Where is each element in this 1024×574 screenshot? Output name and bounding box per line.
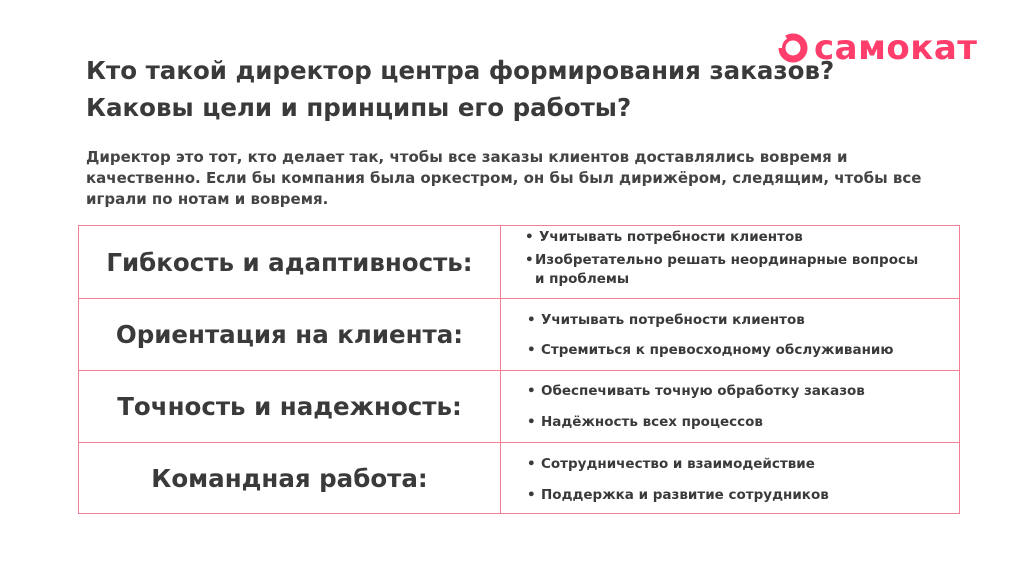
logo-text: самокат — [814, 28, 978, 68]
page-title-line-2: Каковы цели и принципы его работы? — [86, 93, 632, 122]
bullet-icon: • — [527, 383, 536, 399]
bullet-item-continuation — [535, 270, 629, 288]
table-row-accuracy — [79, 370, 959, 442]
row-heading-cell — [79, 443, 501, 513]
row-bullets-cell — [501, 443, 959, 513]
row-heading: Гибкость и адаптивность: — [106, 247, 473, 277]
row-bullets-cell — [501, 226, 959, 298]
bullet-icon: • — [525, 252, 534, 268]
row-heading: Командная работа: — [151, 463, 428, 493]
row-heading: Точность и надежность: — [117, 392, 462, 421]
table-row-client-orientation — [79, 298, 959, 370]
bullet-text: Изобретательно решать неординарные вопросы — [535, 252, 919, 268]
bullet-text: и проблемы — [535, 271, 630, 287]
bullet-item — [527, 341, 893, 359]
bullet-icon: • — [527, 414, 536, 430]
table-row-teamwork — [79, 442, 959, 513]
bullet-text: Обеспечивать точную обработку заказов — [541, 383, 865, 399]
bullet-icon: • — [527, 312, 536, 328]
row-heading-cell — [79, 226, 501, 298]
bullet-icon: • — [527, 342, 536, 358]
row-heading: Ориентация на клиента: — [115, 320, 464, 349]
bullet-text: Надёжность всех процессов — [541, 414, 763, 430]
row-bullets-cell — [501, 299, 959, 370]
bullet-text: Поддержка и развитие сотрудников — [541, 487, 829, 503]
bullet-text: Сотрудничество и взаимодействие — [541, 456, 815, 472]
intro-paragraph: Директор это тот, кто делает так, чтобы все заказы клиентов доставлялись вовремя и качественно. Если бы компания была оркестром, он бы был дирижёром, следящим, чтобы все играли по нотам и вовремя. — [86, 148, 922, 208]
bullet-item — [527, 486, 829, 504]
bullet-text: Стремиться к превосходному обслуживанию — [541, 342, 894, 358]
bullet-item — [525, 251, 918, 269]
bullet-item — [527, 455, 815, 473]
bullet-icon: • — [527, 456, 536, 472]
bullet-icon: • — [527, 487, 536, 503]
row-heading-cell — [79, 299, 501, 370]
bullet-item — [527, 382, 865, 400]
bullet-icon: • — [525, 229, 534, 245]
page-title-line-1: Кто такой директор центра формирования заказов? — [86, 56, 835, 85]
principles-table — [78, 225, 960, 514]
bullet-item — [527, 413, 763, 431]
bullet-text: Учитывать потребности клиентов — [541, 312, 805, 328]
row-heading-cell — [79, 371, 501, 442]
bullet-item — [527, 311, 805, 329]
bullet-item — [525, 228, 803, 246]
page-title — [86, 52, 834, 126]
bullet-text: Учитывать потребности клиентов — [539, 229, 803, 245]
row-bullets-cell — [501, 371, 959, 442]
table-row-flexibility — [79, 226, 959, 298]
